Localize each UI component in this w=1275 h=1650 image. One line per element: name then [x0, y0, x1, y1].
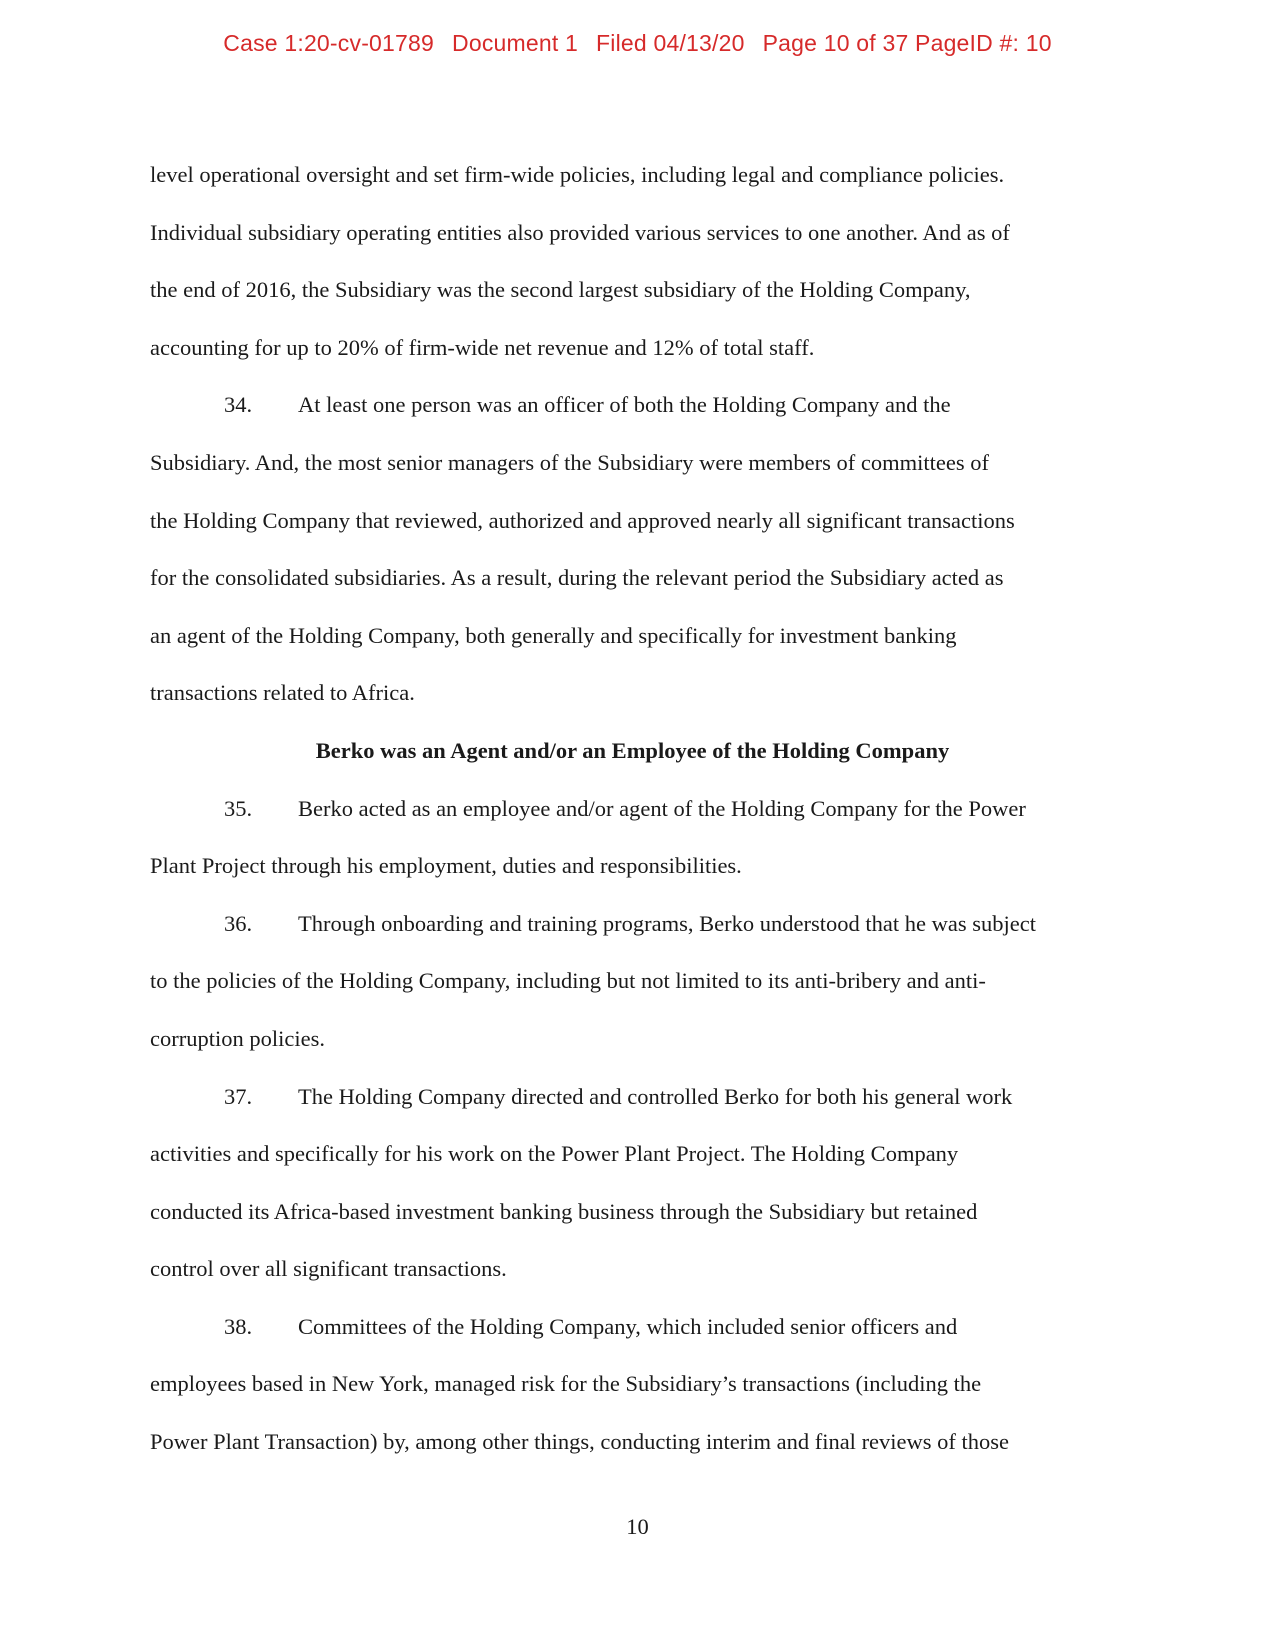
section-heading: Berko was an Agent and/or an Employee of the Holding Company: [315, 737, 950, 763]
text-line: corruption policies.: [150, 1025, 325, 1051]
text-line: employees based in New York, managed risk for the Subsidiary’s transactions (including the: [150, 1371, 982, 1397]
paragraph-number: 36.: [224, 910, 253, 936]
text-line: transactions related to Africa.: [150, 680, 415, 706]
text-line: The Holding Company directed and controlled Berko for both his general work: [298, 1083, 1013, 1109]
text-line: Through onboarding and training programs, Berko understood that he was subject: [298, 910, 1036, 936]
case-header: [0, 30, 1275, 57]
paragraph-number: 37.: [224, 1083, 253, 1109]
paragraph-number: 34.: [224, 392, 253, 418]
paragraph-34-first-line: [150, 376, 1115, 434]
text-line: the end of 2016, the Subsidiary was the second largest subsidiary of the Holding Company,: [150, 277, 971, 303]
text-line: At least one person was an officer of both the Holding Company and the: [298, 392, 951, 418]
text-line: Berko acted as an employee and/or agent of the Holding Company for the Power: [298, 795, 1026, 821]
text-line: Plant Project through his employment, duties and responsibilities.: [150, 853, 742, 879]
text-line: to the policies of the Holding Company, including but not limited to its anti-bribery and anti-: [150, 968, 986, 994]
page-number: 10: [626, 1514, 649, 1539]
document-number: Document 1: [452, 30, 579, 56]
document-body: [150, 146, 1115, 1471]
text-line: Individual subsidiary operating entities also provided various services to one another. And as of: [150, 219, 1010, 245]
paragraph-number: 38.: [224, 1313, 253, 1339]
case-number: Case 1:20-cv-01789: [223, 30, 435, 56]
paragraph-38-first-line: [150, 1298, 1115, 1356]
text-line: control over all significant transactions.: [150, 1256, 507, 1282]
paragraph-number: 35.: [224, 795, 253, 821]
text-line: level operational oversight and set firm-wide policies, including legal and compliance policies.: [150, 162, 1005, 187]
text-line: Subsidiary. And, the most senior managers of the Subsidiary were members of committees of: [150, 449, 989, 475]
text-line: an agent of the Holding Company, both generally and specifically for investment banking: [150, 622, 957, 648]
paragraph-36-first-line: [150, 895, 1115, 953]
text-line: Committees of the Holding Company, which included senior officers and: [298, 1313, 958, 1339]
text-line: Power Plant Transaction) by, among other things, conducting interim and final reviews of those: [150, 1429, 1010, 1455]
text-line: conducted its Africa-based investment banking business through the Subsidiary but retained: [150, 1198, 978, 1224]
text-line: activities and specifically for his work on the Power Plant Project. The Holding Company: [150, 1141, 959, 1167]
page-info: Page 10 of 37 PageID #: 10: [762, 30, 1052, 56]
text-line: the Holding Company that reviewed, authorized and approved nearly all significant transactions: [150, 507, 1015, 533]
paragraph-35-first-line: [150, 780, 1115, 838]
filed-date: Filed 04/13/20: [596, 30, 745, 56]
paragraph-37-first-line: [150, 1068, 1115, 1126]
text-line: accounting for up to 20% of firm-wide net revenue and 12% of total staff.: [150, 334, 815, 360]
text-line: for the consolidated subsidiaries. As a result, during the relevant period the Subsidiary acted as: [150, 565, 1004, 591]
